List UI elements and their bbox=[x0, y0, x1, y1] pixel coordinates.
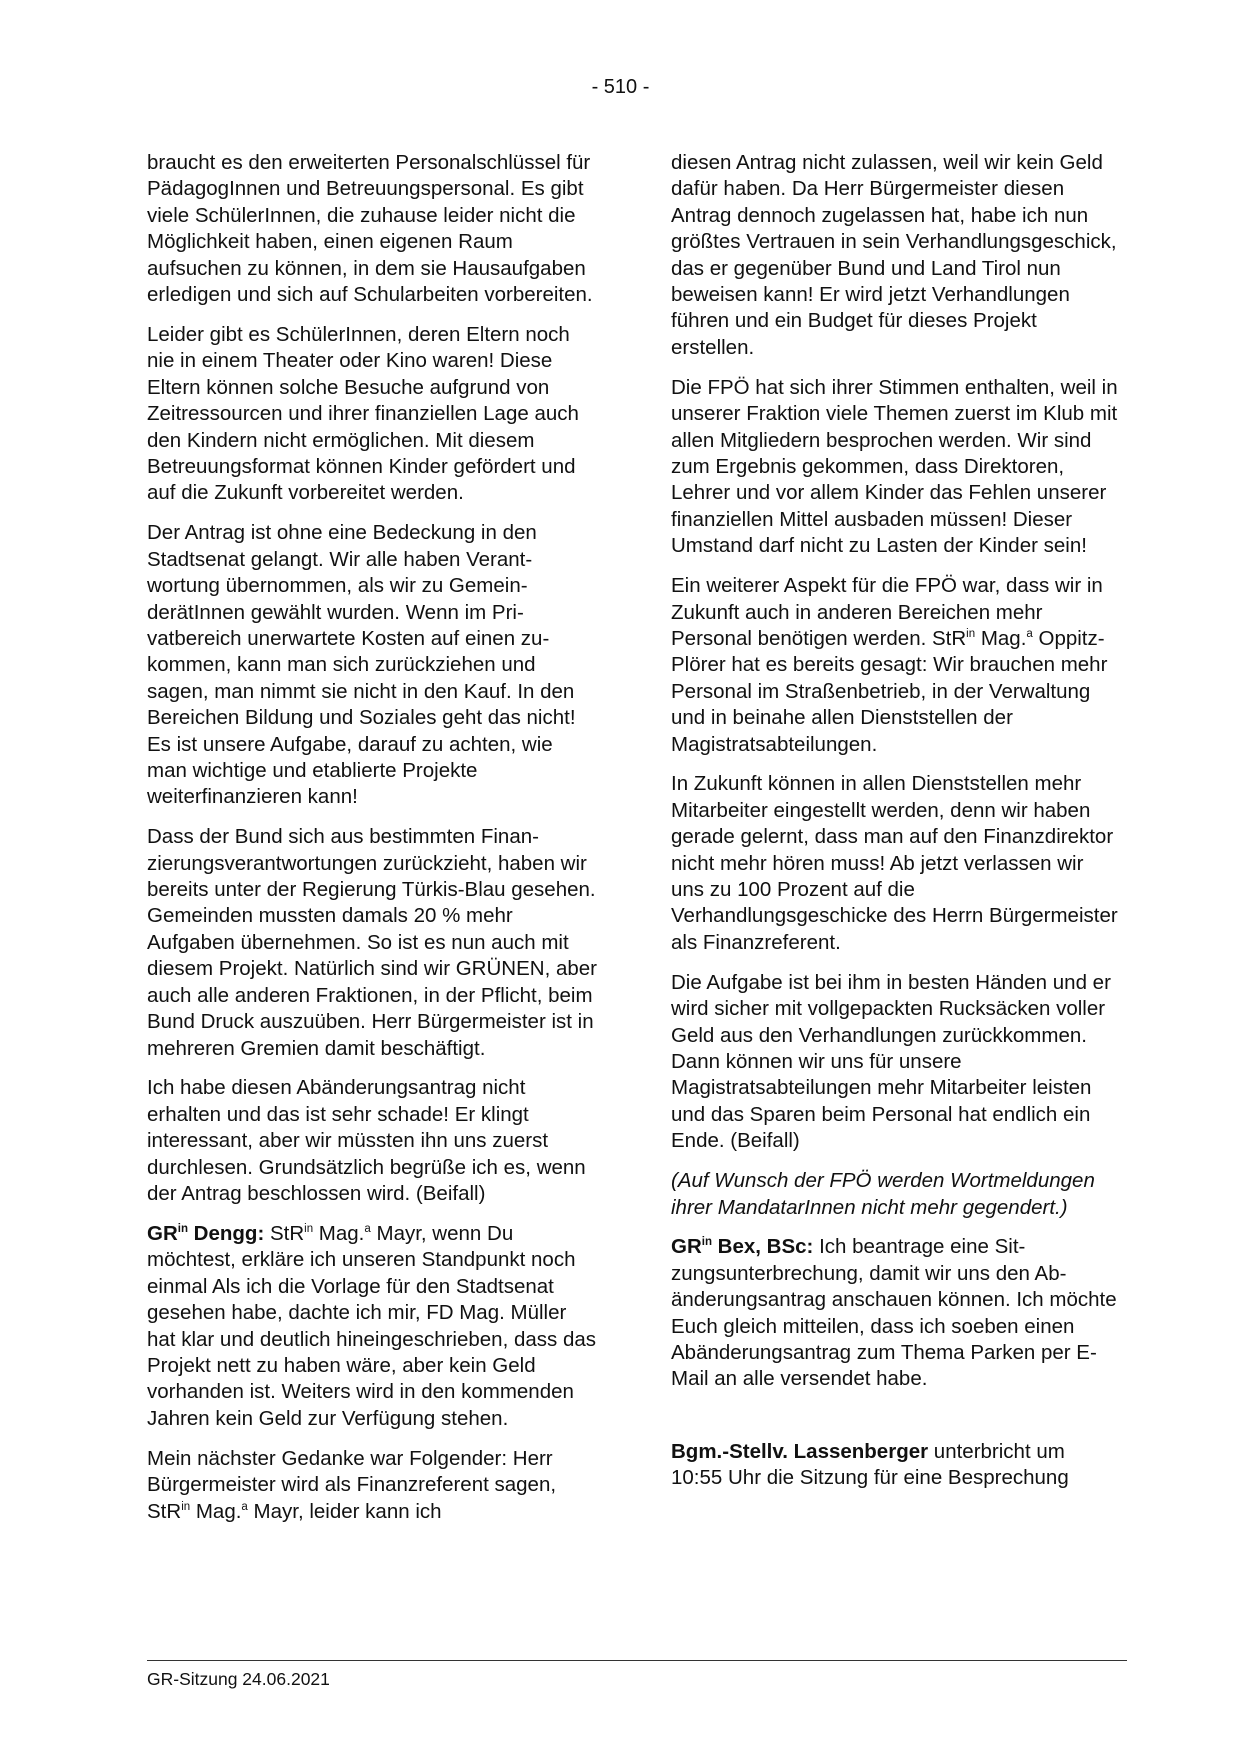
text-segment: Mayr, wenn Du möchtest, erkläre ich unseren Standpunkt noch einmal Als ich die Vorlage für den Stadtsenat gesehen habe, dachte ich mir, FD Mag. Müller hat klar und deutlich hineingeschrieben, dass das Projekt nett zu haben wäre, aber kein Geld vorhanden ist. Weiters wird in den kommenden Jahren kein Geld zur Verfügung stehen. bbox=[147, 1221, 597, 1430]
speaker-title: GR bbox=[147, 1221, 178, 1245]
left-paragraph-3: Der Antrag ist ohne eine Bedeckung in den Stadtsenat gelangt. Wir alle haben Verantwortung übernommen, als wir zu GemeinderätInnen gewählt wurden. Wenn im Privatbereich unerwartete Kosten auf einen zukommen, kann man sich zurückziehen und sagen, man nimmt sie nicht in den Kauf. In den Bereichen Bildung und Soziales geht das nicht! Es ist unsere Aufgabe, darauf zu achten, wie man wichtige und etablierte Projekte weiterfinanzieren kann! bbox=[147, 521, 576, 809]
speaker-title: GR bbox=[671, 1235, 702, 1259]
right-paragraph-5: Die Aufgabe ist bei ihm in besten Händen und er wird sicher mit vollgepackten Rucksäcken voller Geld aus den Verhandlungen zurückkommen. Dann können wir uns für unsere Magistratsabteilungen mehr Mitarbeiter leisten und das Sparen beim Personal hat endlich ein Ende. (Beifall) bbox=[671, 970, 1111, 1153]
speaker-bex bbox=[671, 1235, 813, 1258]
left-paragraph-5: Ich habe diesen Abänderungsantrag nicht erhalten und das ist sehr schade! Er klingt interessant, aber wir müssten ihn uns zuerst durchlesen. Grundsätzlich begrüße ich es, wenn der Antrag beschlossen wird. (Beifall) bbox=[147, 1076, 586, 1206]
text-segment: Mein nächster Gedanke war Folgender: Herr Bürgermeister wird als Finanzreferent sagen, StR bbox=[147, 1446, 557, 1523]
editorial-note: (Auf Wunsch der FPÖ werden Wortmeldungen ihrer MandatarInnen nicht mehr gegendert.) bbox=[671, 1169, 1095, 1219]
left-paragraph-4: Dass der Bund sich aus bestimmten Finanzierungsverantwortungen zurückzieht, haben wir bereits unter der Regierung Türkis-Blau gesehen. Gemeinden mussten damals 20 % mehr Aufgaben übernehmen. So ist es nun auch mit diesem Projekt. Natürlich sind wir GRÜNEN, aber auch alle anderen Fraktionen, in der Pflicht, beim Bund Druck auszuüben. Herr Bürgermeister ist in mehreren Gremien damit beschäftigt. bbox=[147, 825, 597, 1060]
superscript: in bbox=[966, 627, 976, 640]
speaker-dengg bbox=[147, 1222, 264, 1245]
text-segment: unterbricht um 10:55 Uhr die Sitzung für eine Besprechung bbox=[671, 1439, 1069, 1490]
right-paragraph-3 bbox=[671, 573, 1121, 758]
left-paragraph-2: Leider gibt es SchülerInnen, deren Eltern noch nie in einem Theater oder Kino waren! Diese Eltern können solche Besuche aufgrund von Zeitressourcen und ihrer finanziellen Lage auch den Kindern nicht ermöglichen. Mit diesem Betreuungsformat können Kinder gefördert und auf die Zukunft vorbereitet werden. bbox=[147, 322, 579, 505]
speaker-name: Bex, BSc: bbox=[711, 1235, 814, 1259]
superscript: a bbox=[241, 1500, 248, 1513]
right-paragraph-1: diesen Antrag nicht zulassen, weil wir kein Geld dafür haben. Da Herr Bürgermeister diesen Antrag dennoch zugelassen hat, habe ich nun größtes Vertrauen in sein Verhandlungsgeschick, das er gegenüber Bund und Land Tirol nun beweisen kann! Er wird jetzt Verhandlungen führen und ein Budget für dieses Projekt erstellen. bbox=[671, 151, 1117, 359]
text-segment: Oppitz-Plörer hat es bereits gesagt: Wir brauchen mehr Personal im Straßenbetrieb, in der Verwaltung und in beinahe allen Dienststellen der Magistratsabteilungen. bbox=[671, 626, 1108, 756]
right-paragraph-4: In Zukunft können in allen Dienststellen mehr Mitarbeiter eingestellt werden, denn wir haben gerade gelernt, dass man auf den Finanzdirektor nicht mehr hören muss! Ab jetzt verlassen wir uns zu 100 Prozent auf die Verhandlungsgeschicke des Herrn Bürgermeister als Finanzreferent. bbox=[671, 772, 1118, 954]
left-column bbox=[147, 150, 597, 1538]
text-segment: Ein weiterer Aspekt für die FPÖ war, dass wir in Zukunft auch in anderen Bereichen mehr Personal benötigen werden. StR bbox=[671, 574, 1103, 650]
speaker-lassenberger: Bgm.-Stellv. Lassenberger bbox=[671, 1439, 929, 1463]
superscript: a bbox=[364, 1222, 371, 1235]
superscript: in bbox=[181, 1500, 191, 1513]
text-segment: StR bbox=[264, 1221, 305, 1245]
right-paragraph-2: Die FPÖ hat sich ihrer Stimmen enthalten, weil in unserer Fraktion viele Themen zuerst im Klub mit allen Mitgliedern besprochen werden. Wir sind zum Ergebnis gekommen, dass Direktoren, Lehrer und vor allem Kinder das Fehlen unserer finanziellen Mittel ausbaden müssen! Dieser Umstand darf nicht zu Lasten der Kinder sein! bbox=[671, 375, 1118, 558]
speaker-title-suffix: in bbox=[701, 1236, 712, 1249]
left-paragraph-7 bbox=[147, 1446, 597, 1525]
right-paragraph-bex bbox=[671, 1234, 1121, 1392]
superscript: a bbox=[1026, 627, 1033, 640]
superscript: in bbox=[304, 1222, 314, 1235]
text-segment: Mag. bbox=[190, 1499, 242, 1523]
footer-divider bbox=[147, 1660, 1127, 1661]
text-segment: Mag. bbox=[313, 1221, 365, 1245]
text-segment: Mayr, leider kann ich bbox=[247, 1499, 442, 1523]
speaker-name: Dengg: bbox=[187, 1221, 265, 1245]
right-column bbox=[671, 150, 1121, 1505]
left-paragraph-6-dengg bbox=[147, 1221, 597, 1432]
text-segment: Mag. bbox=[975, 626, 1027, 650]
speaker-title-suffix: in bbox=[177, 1222, 188, 1235]
text-segment: Ich beantrage eine Sitzungsunterbrechung, damit wir uns den Abänderungsantrag anschauen können. Ich möchte Euch gleich mitteilen, dass ich soeben einen Abänderungsantrag zum Thema Parken per E-Mail an alle versendet habe. bbox=[671, 1235, 1117, 1391]
page-number: - 510 - bbox=[591, 76, 650, 98]
right-paragraph-lassenberger bbox=[671, 1439, 1121, 1492]
left-paragraph-1: braucht es den erweiterten Personalschlüssel für PädagogInnen und Betreuungspersonal. Es gibt viele SchülerInnen, die zuhause leider nicht die Möglichkeit haben, einen eigenen Raum aufsuchen zu können, in dem sie Hausaufgaben erledigen und sich auf Schularbeiten vorbereiten. bbox=[147, 151, 593, 307]
footer-session-date: GR-Sitzung 24.06.2021 bbox=[147, 1669, 330, 1689]
